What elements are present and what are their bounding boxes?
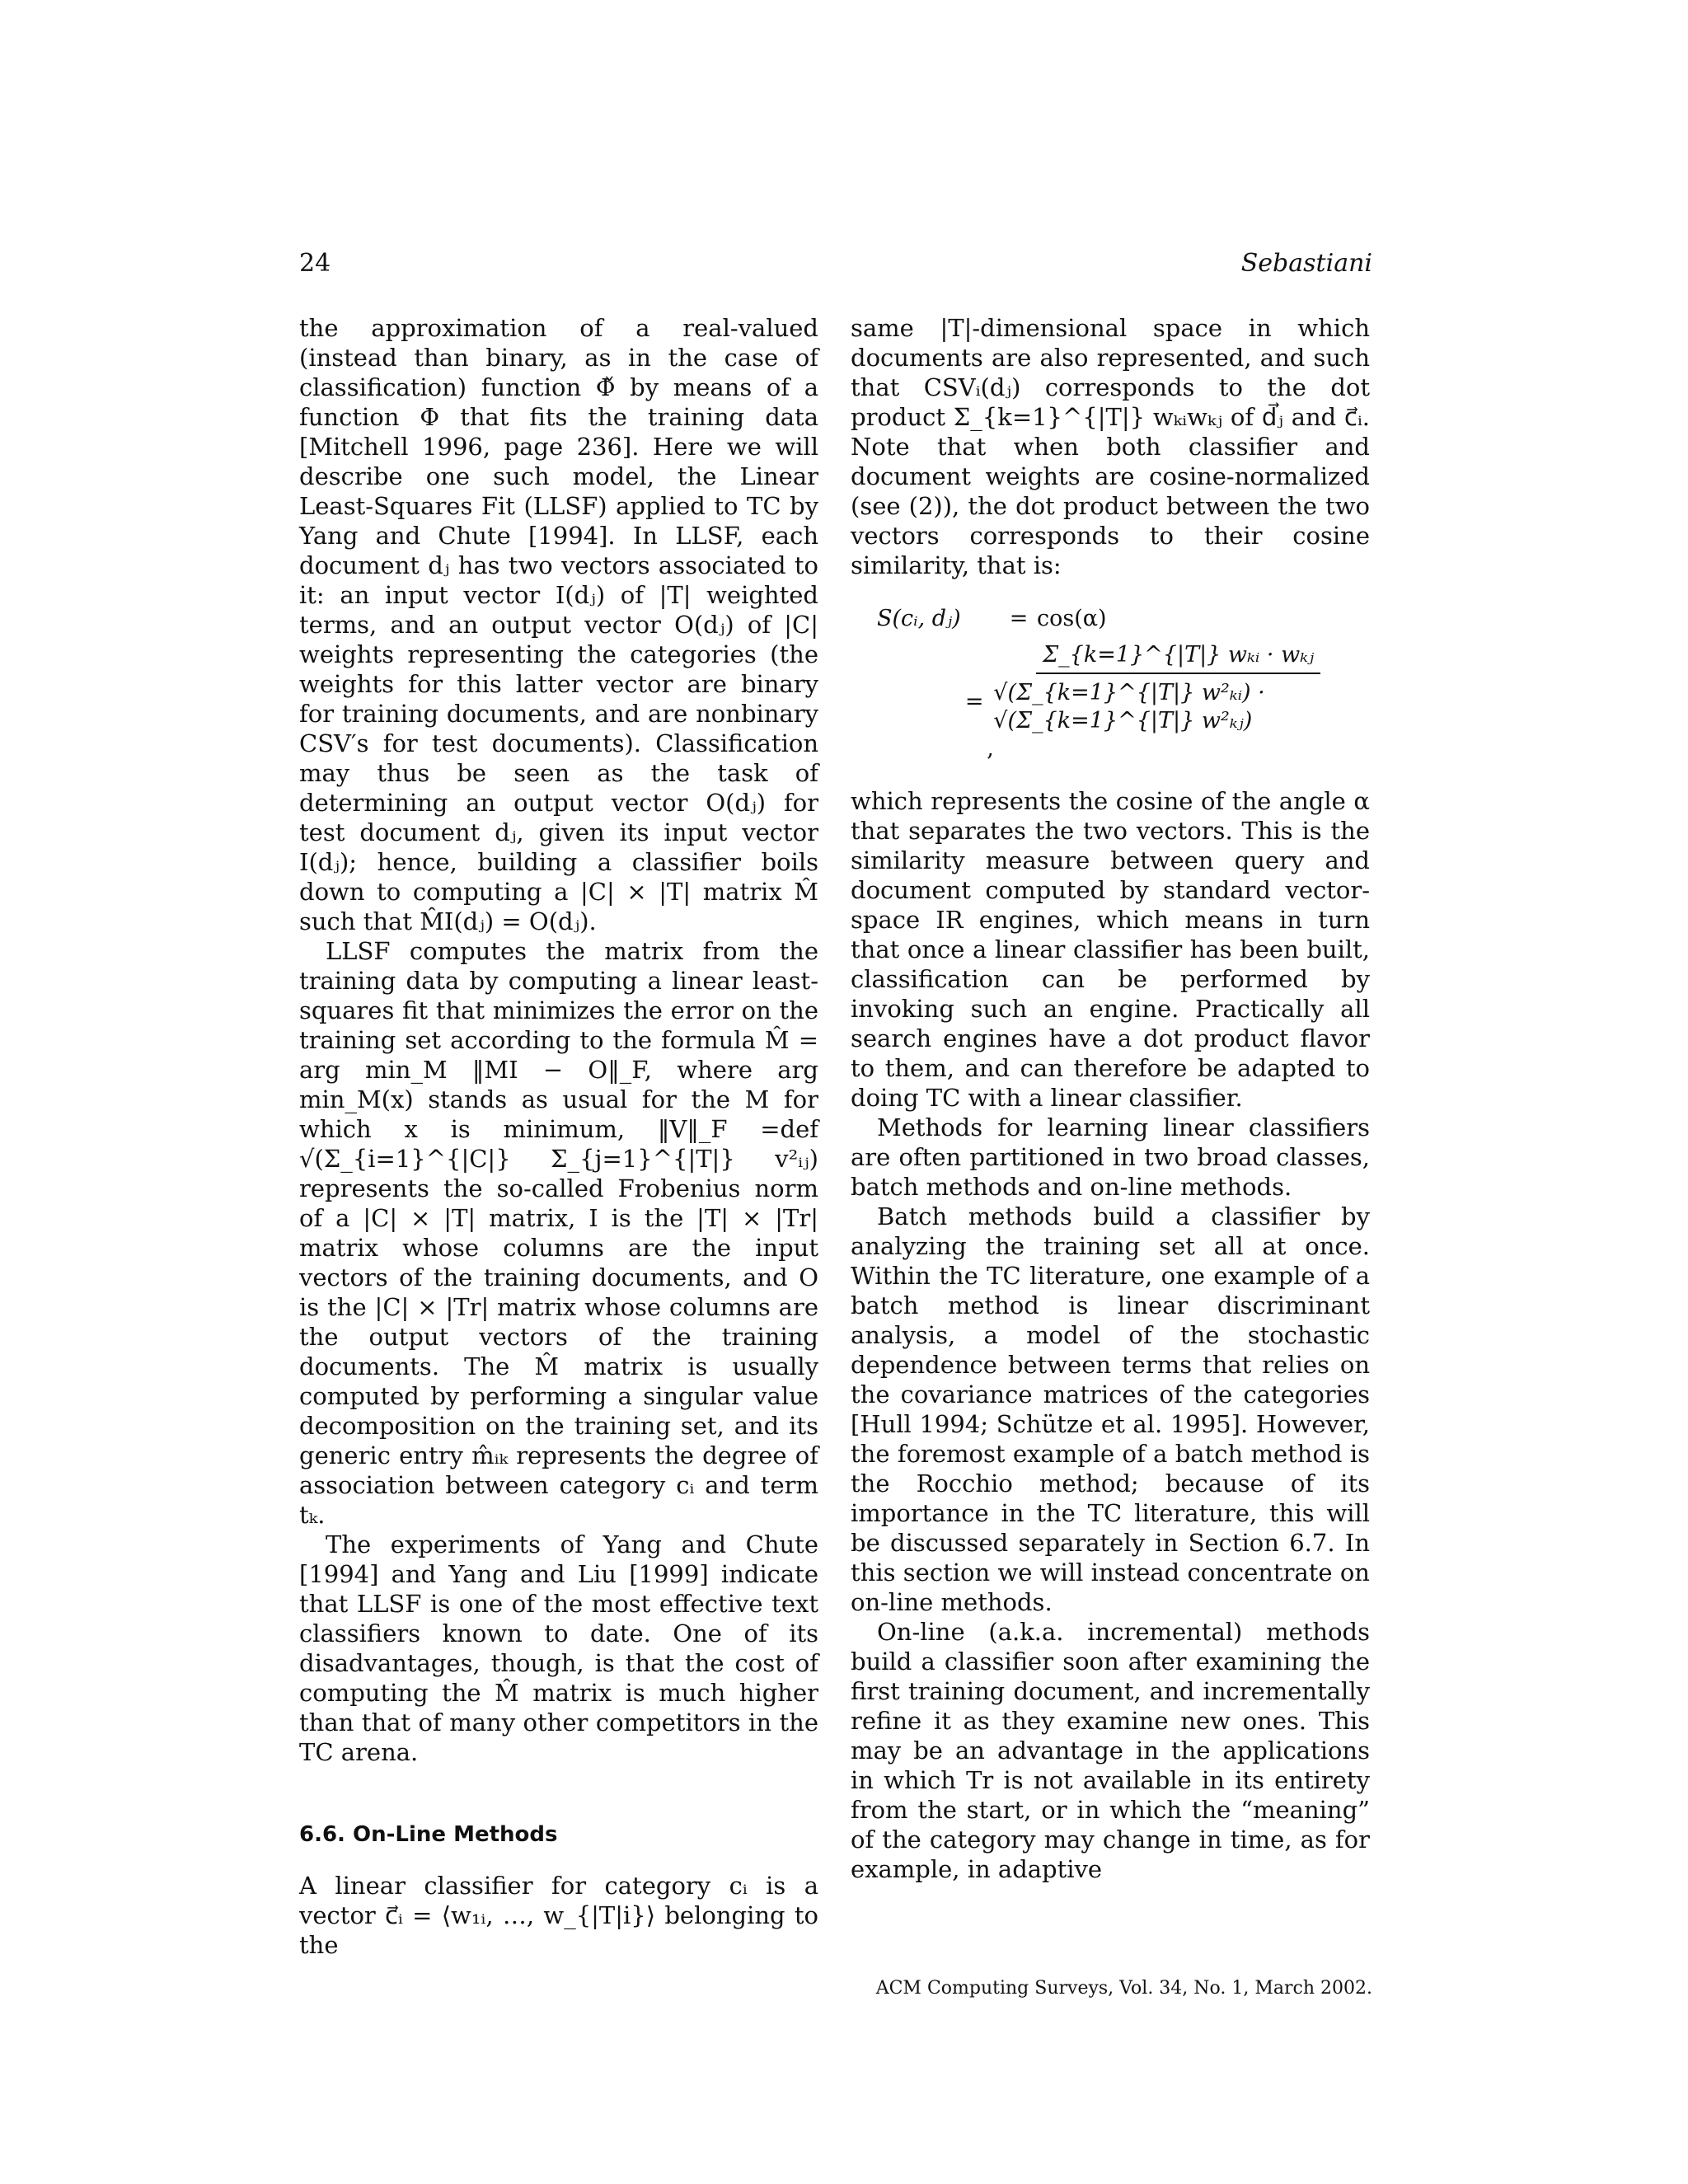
equation-line-1 (851, 605, 1370, 633)
body-paragraph: Methods for learning linear classifiers are often partitioned in two broad classes, batch methods and on-line methods. (851, 1113, 1370, 1201)
equals-sign: = (1009, 606, 1029, 631)
body-paragraph: which represents the cosine of the angle α that separates the two vectors. This is the similarity measure between query and document computed by standard vector-space IR engines, which means in turn that once a linear classifier has been built, classification can be performed by invoking such an engine. Practically all search engines have a dot product flavor to them, and can therefore be adapted to doing TC with a linear classifier. (851, 787, 1370, 1112)
equation-lhs: S(cᵢ, dⱼ) (877, 606, 961, 631)
equals-sign: = (964, 689, 984, 715)
page-header (299, 249, 1372, 285)
body-paragraph: Batch methods build a classifier by analyzing the training set all at once. Within the TC literature, one example of a batch method is linear discriminant analysis, a model of the stochastic dependence between terms that relies on the covariance matrices of the categories [Hull 1994; Schütze et al. 1995]. However, the foremost example of a batch method is the Rocchio method; because of its importance in the TC literature, this will be discussed separately in Section 6.7. In this section we will instead concentrate on on-line methods. (851, 1202, 1370, 1616)
fraction (987, 641, 1370, 735)
equation-line-2 (851, 641, 1370, 763)
body-paragraph: A linear classifier for category cᵢ is a vector c⃗ᵢ = ⟨w₁ᵢ, …, w_{|T|i}⟩ belonging to the (299, 1872, 818, 1959)
page-footer-journal: ACM Computing Surveys, Vol. 34, No. 1, March 2002. (875, 1978, 1372, 1999)
equation-trailing-comma: , (987, 736, 994, 762)
equation-rhs-fraction (987, 641, 1370, 763)
body-paragraph: LLSF computes the matrix from the training data by computing a linear least-squares fit that minimizes the error on the training set according to the formula M̂ = arg min_M ‖MI − O‖_F, where arg min_M(x) stands as usual for the M for which x is minimum, ‖V‖_F =def √(Σ_{i=1}^{|C|} Σ_{j=1}^{|T|} v²ᵢⱼ) represents the so-called Frobenius norm of a |C| × |T| matrix, I is the |T| × |Tr| matrix whose columns are the input vectors of the training documents, and O is the |C| × |Tr| matrix whose columns are the output vectors of the training documents. The M̂ matrix is usually computed by performing a singular value decomposition on the training set, and its generic entry m̂ᵢₖ represents the degree of association between category cᵢ and term tₖ. (299, 937, 818, 1529)
page-number: 24 (299, 249, 331, 278)
left-column (299, 313, 818, 1960)
fraction-numerator: Σ_{k=1}^{|T|} wₖᵢ · wₖⱼ (1036, 641, 1320, 674)
fraction-denominator: √(Σ_{k=1}^{|T|} w²ₖᵢ) · √(Σ_{k=1}^{|T|} w²ₖⱼ) (993, 680, 1265, 733)
cosine-similarity-equation (851, 605, 1370, 763)
body-paragraph: same |T|-dimensional space in which documents are also represented, and such that CSVᵢ(dⱼ) corresponds to the dot product Σ_{k=1}^{|T|} wₖᵢwₖⱼ of d⃗ⱼ and c⃗ᵢ. Note that when both classifier and document weights are cosine-normalized (see (2)), the dot product between the two vectors corresponds to their cosine similarity, that is: (851, 314, 1370, 579)
running-head-author: Sebastiani (1240, 249, 1372, 278)
body-paragraph: the approximation of a real-valued (instead than binary, as in the case of classification) function Φ̌ by means of a function Φ that fits the training data [Mitchell 1996, page 236]. Here we will describe one such model, the Linear Least-Squares Fit (LLSF) applied to TC by Yang and Chute [1994]. In LLSF, each document dⱼ has two vectors associated to it: an input vector I(dⱼ) of |T| weighted terms, and an output vector O(dⱼ) of |C| weights representing the categories (the weights for this latter vector are binary for training documents, and are nonbinary CSV′s for test documents). Classification may thus be seen as the task of determining an output vector O(dⱼ) for test document dⱼ, given its input vector I(dⱼ); hence, building a classifier boils down to computing a |C| × |T| matrix M̂ such that M̂I(dⱼ) = O(dⱼ). (299, 314, 818, 935)
body-paragraph: On-line (a.k.a. incremental) methods build a classifier soon after examining the first training document, and incrementally refine it as they examine new ones. This may be an advantage in the applications in which Tr is not available in its entirety from the start, or in which the “meaning” of the category may change in time, as for example, in adaptive (851, 1618, 1370, 1883)
equation-rhs-cos: cos(α) (1037, 606, 1107, 631)
body-paragraph: The experiments of Yang and Chute [1994] and Yang and Liu [1999] indicate that LLSF is one of the most effective text classifiers known to date. One of its disadvantages, though, is that the cost of computing the M̂ matrix is much higher than that of many other competitors in the TC arena. (299, 1530, 818, 1766)
section-heading: 6.6. On-Line Methods (299, 1822, 558, 1847)
right-column (851, 313, 1370, 1884)
